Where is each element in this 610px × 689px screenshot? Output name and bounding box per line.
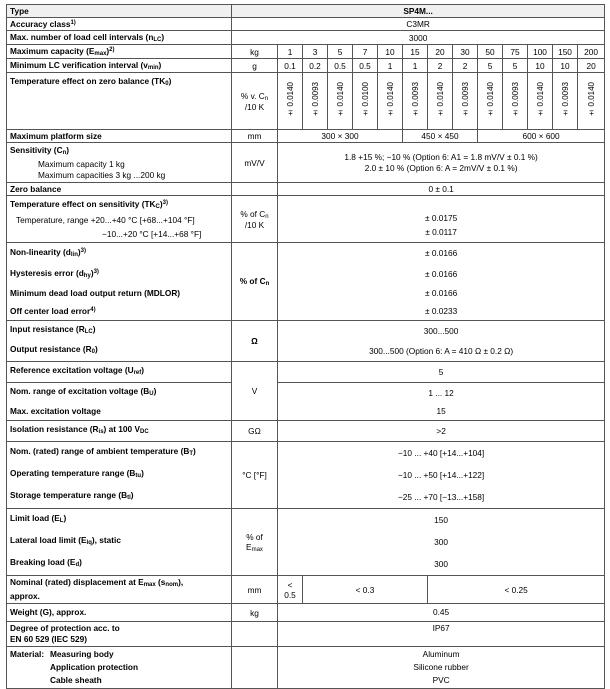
- intervals-row: [7, 31, 605, 45]
- capacity-cell: 5: [328, 45, 353, 59]
- ohm-unit: Ω: [232, 321, 278, 362]
- vmin-cell: 0.1: [278, 59, 303, 73]
- sensitivity-row: [7, 143, 605, 183]
- tk0-cell: ± 0.0140: [278, 73, 303, 130]
- vmin-cell: 2: [428, 59, 453, 73]
- zero-label: Zero balance: [7, 183, 232, 196]
- accuracy-value: C3MR: [232, 18, 605, 31]
- lateral-load-value: 300: [278, 531, 605, 553]
- vmin-cell: 0.5: [328, 59, 353, 73]
- breaking-load-label: Breaking load (Ed): [7, 553, 232, 576]
- protection-label: Degree of protection acc. to EN 60 529 (IEC 529): [7, 622, 232, 647]
- hysteresis-label: Hysteresis error (dhy)$^{3)}$: [7, 264, 232, 285]
- material-row: [7, 647, 605, 689]
- displacement-value-small: < 0.5: [278, 576, 303, 604]
- vmin-cell: 5: [478, 59, 503, 73]
- output-resistance-label: Output resistance (R0): [7, 341, 232, 362]
- tk0-cell: ± 0.0140: [328, 73, 353, 130]
- capacity-row: [7, 45, 605, 59]
- operating-temp-row: [7, 464, 605, 486]
- capacity-cell: 50: [478, 45, 503, 59]
- volt-unit: V: [232, 362, 278, 421]
- limit-load-label: Limit load (EL): [7, 509, 232, 532]
- lateral-load-label: Lateral load limit (Elq), static: [7, 531, 232, 553]
- isolation-value: >2: [278, 421, 605, 442]
- max-excitation-row: [7, 403, 605, 421]
- capacity-cell: 7: [353, 45, 378, 59]
- breaking-load-value: 300: [278, 553, 605, 576]
- capacity-cell: 3: [303, 45, 328, 59]
- operating-temp-label: Operating temperature range (Btu): [7, 464, 232, 486]
- nom-excitation-value: 1 ... 12: [278, 383, 605, 404]
- nominal-temp-value: −10 ... +40 [+14...+104]: [278, 442, 605, 465]
- vmin-cell: 10: [553, 59, 578, 73]
- capacity-cell: 100: [528, 45, 553, 59]
- ref-excitation-value: 5: [278, 362, 605, 383]
- type-value: SP4M...: [232, 5, 605, 18]
- tk0-label: Temperature effect on zero balance (TK0): [7, 73, 232, 130]
- isolation-label: Isolation resistance (Ris) at 100 VDC: [7, 421, 232, 442]
- mdlor-label: Minimum dead load output return (MDLOR): [7, 285, 232, 302]
- vmin-cell: 10: [528, 59, 553, 73]
- vmin-cell: 2: [453, 59, 478, 73]
- tk0-cell: ± 0.0140: [378, 73, 403, 130]
- mdlor-row: [7, 285, 605, 302]
- vmin-cell: 0.2: [303, 59, 328, 73]
- tkc-label: Temperature effect on sensitivity (TKC)$^{3)}$ Temperature, range +20...+40 °C [+68...+104 °F] −10...+20 °C [+14...+68 °F]: [7, 196, 232, 243]
- vmin-cell: 20: [578, 59, 605, 73]
- max-excitation-label: Max. excitation voltage: [7, 403, 232, 421]
- platform-row: [7, 130, 605, 143]
- accuracy-label: Accuracy class$^{1)}$: [7, 18, 232, 31]
- intervals-value: 3000: [232, 31, 605, 45]
- platform-value-medium: 450 × 450: [403, 130, 478, 143]
- hysteresis-value: ± 0.0166: [278, 264, 605, 285]
- weight-unit: kg: [232, 604, 278, 622]
- displacement-value-medium: < 0.3: [303, 576, 428, 604]
- displacement-row: [7, 576, 605, 604]
- nominal-temp-row: [7, 442, 605, 465]
- breaking-load-row: [7, 553, 605, 576]
- material-label: Material: Measuring body Application protection Cable sheath: [7, 647, 232, 689]
- nonlinearity-value: ± 0.0166: [278, 243, 605, 265]
- tk0-cell: ± 0.0140: [528, 73, 553, 130]
- capacity-cell: 15: [403, 45, 428, 59]
- capacity-cell: 200: [578, 45, 605, 59]
- nonlinearity-label: Non-linearity (dlin)$^{3)}$: [7, 243, 232, 265]
- capacity-cell: 30: [453, 45, 478, 59]
- platform-value-small: 300 × 300: [278, 130, 403, 143]
- platform-unit: mm: [232, 130, 278, 143]
- tk0-unit: % v. Cn /10 K: [232, 73, 278, 130]
- lateral-load-row: [7, 531, 605, 553]
- platform-label: Maximum platform size: [7, 130, 232, 143]
- input-resistance-value: 300...500: [278, 321, 605, 342]
- storage-temp-label: Storage temperature range (Btl): [7, 486, 232, 509]
- platform-value-large: 600 × 600: [478, 130, 605, 143]
- temp-unit: °C [°F]: [232, 442, 278, 509]
- vmin-row: [7, 59, 605, 73]
- capacity-cell: 20: [428, 45, 453, 59]
- vmin-unit: g: [232, 59, 278, 73]
- type-row: [7, 5, 605, 18]
- sensitivity-label: Sensitivity (Cn) Maximum capacity 1 kg Maximum capacities 3 kg ...200 kg: [7, 143, 232, 183]
- tk0-cell: ± 0.0093: [303, 73, 328, 130]
- operating-temp-value: −10 ... +50 [+14...+122]: [278, 464, 605, 486]
- storage-temp-row: [7, 486, 605, 509]
- weight-row: [7, 604, 605, 622]
- vmin-cell: 1: [378, 59, 403, 73]
- tk0-cell: ± 0.0093: [453, 73, 478, 130]
- vmin-cell: 1: [403, 59, 428, 73]
- tk0-cell: ± 0.0140: [578, 73, 605, 130]
- tkc-value: ± 0.0175 ± 0.0117: [278, 196, 605, 243]
- nom-excitation-label: Nom. range of excitation voltage (BU): [7, 383, 232, 404]
- sensitivity-value: 1.8 +15 %; −10 % (Option 6: A1 = 1.8 mV/V ± 0.1 %) 2.0 ± 10 % (Option 6: A = 2mV/V ± 0.1 %): [278, 143, 605, 183]
- spec-table: [6, 4, 605, 689]
- type-label: Type: [7, 5, 232, 18]
- zero-value: 0 ± 0.1: [278, 183, 605, 196]
- protection-row: [7, 622, 605, 647]
- tk0-row: [7, 73, 605, 130]
- output-resistance-row: [7, 341, 605, 362]
- mdlor-value: ± 0.0166: [278, 285, 605, 302]
- input-resistance-row: [7, 321, 605, 342]
- isolation-unit: GΩ: [232, 421, 278, 442]
- tkc-unit: % of Cn /10 K: [232, 196, 278, 243]
- weight-value: 0.45: [278, 604, 605, 622]
- tk0-cell: ± 0.0140: [428, 73, 453, 130]
- displacement-label: Nominal (rated) displacement at Emax (snom), approx.: [7, 576, 232, 604]
- tk0-cell: ± 0.0093: [403, 73, 428, 130]
- output-resistance-value: 300...500 (Option 6: A = 410 Ω ± 0.2 Ω): [278, 341, 605, 362]
- sensitivity-unit: mV/V: [232, 143, 278, 183]
- storage-temp-value: −25 ... +70 [−13...+158]: [278, 486, 605, 509]
- ref-excitation-row: [7, 362, 605, 383]
- limit-load-value: 150: [278, 509, 605, 532]
- capacity-cell: 75: [503, 45, 528, 59]
- nonlinearity-row: [7, 243, 605, 265]
- weight-label: Weight (G), approx.: [7, 604, 232, 622]
- hysteresis-row: [7, 264, 605, 285]
- tkc-row: [7, 196, 605, 243]
- nominal-temp-label: Nom. (rated) range of ambient temperature (BT): [7, 442, 232, 465]
- displacement-unit: mm: [232, 576, 278, 604]
- offcenter-value: ± 0.0233: [278, 302, 605, 321]
- tk0-cell: ± 0.0093: [553, 73, 578, 130]
- material-value: Aluminum Silicone rubber PVC: [278, 647, 605, 689]
- isolation-row: [7, 421, 605, 442]
- percent-emax-unit: % of Emax: [232, 509, 278, 576]
- tk0-cell: ± 0.0100: [353, 73, 378, 130]
- protection-value: IP67: [278, 622, 605, 647]
- displacement-value-large: < 0.25: [428, 576, 605, 604]
- max-excitation-value: 15: [278, 403, 605, 421]
- intervals-label: Max. number of load cell intervals (nLC): [7, 31, 232, 45]
- vmin-cell: 0.5: [353, 59, 378, 73]
- capacity-cell: 10: [378, 45, 403, 59]
- percent-cn-unit: % of Cn: [232, 243, 278, 321]
- zero-row: [7, 183, 605, 196]
- nom-excitation-row: [7, 383, 605, 404]
- ref-excitation-label: Reference excitation voltage (Uref): [7, 362, 232, 383]
- tk0-cell: ± 0.0140: [478, 73, 503, 130]
- capacity-cell: 150: [553, 45, 578, 59]
- capacity-label: Maximum capacity $(Emax)^{2)}$: [7, 45, 232, 59]
- limit-load-row: [7, 509, 605, 532]
- tk0-cell: ± 0.0093: [503, 73, 528, 130]
- input-resistance-label: Input resistance (RLC): [7, 321, 232, 342]
- vmin-cell: 5: [503, 59, 528, 73]
- vmin-label: Minimum LC verification interval (vmin): [7, 59, 232, 73]
- accuracy-row: [7, 18, 605, 31]
- offcenter-label: Off center load error$^{4)}$: [7, 302, 232, 321]
- capacity-cell: 1: [278, 45, 303, 59]
- capacity-unit: kg: [232, 45, 278, 59]
- offcenter-row: [7, 302, 605, 321]
